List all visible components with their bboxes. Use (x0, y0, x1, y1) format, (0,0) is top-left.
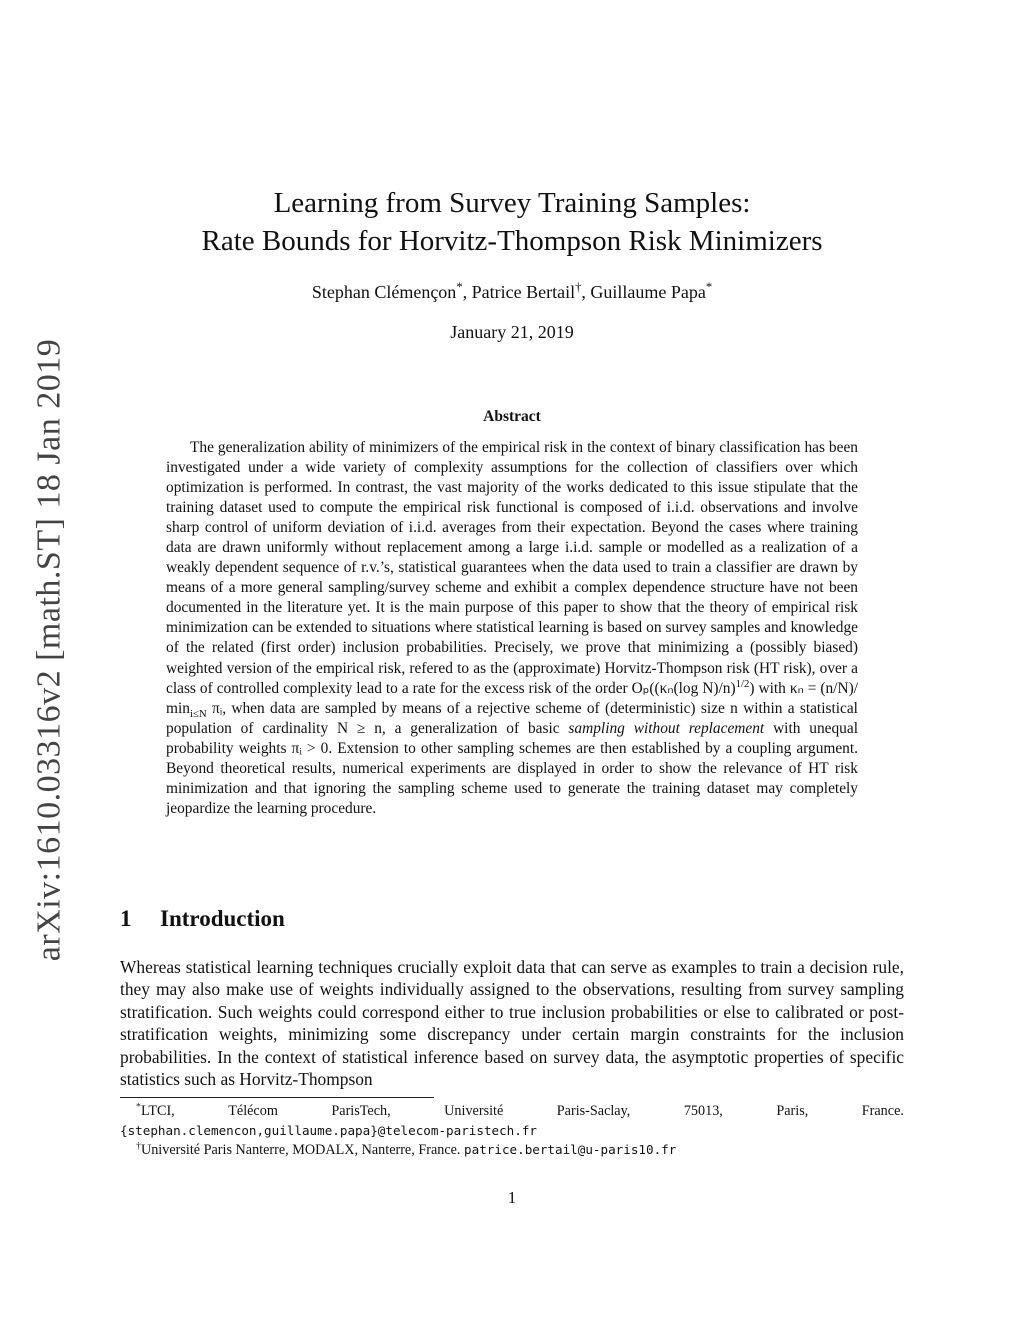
section-heading (120, 906, 285, 932)
math-kappa: κₙ = (n/N)/ $\min_{i\le N}$ πᵢ (166, 679, 858, 720)
author-list: Stephan Clémençon*, Patrice Bertail†, Guillaume Papa* (311, 280, 713, 302)
author-2: Patrice Bertail (471, 282, 576, 302)
section-number: 1 (120, 906, 132, 931)
abstract-text-4: within a statistical population of cardinality (166, 699, 858, 737)
abstract-text-6: with unequal probability weights (166, 719, 858, 757)
abstract-text-5: , a generalization of basic (381, 719, 560, 737)
footnote-rule (120, 1097, 434, 1098)
abstract-italic: sampling without replacement (568, 719, 765, 737)
abstract-text-7: . Extension to other sampling schemes are then established by a coupling argument. Beyond theoretical results, numerical experiments are displayed in order to show the relevance of HT risk minimization and that ignoring the sampling scheme used to generate the training dataset may completely jeopardize the learning procedure. (166, 739, 859, 817)
title-line-1: Learning from Survey Training Samples: (273, 187, 751, 219)
abstract-text-3: , when data are sampled by means of a rejective scheme of (deterministic) size (222, 699, 725, 717)
footnote-2: †Université Paris Nanterre, MODALX, Nanterre, France. patrice.bertail@u-paris10.fr (136, 1140, 677, 1158)
author-3-mark: * (705, 280, 713, 294)
abstract-text-1: The generalization ability of minimizers of the empirical risk in the context of binary classification has been investigated under a wide variety of complexity assumptions for the collection of classifiers over which optimization is performed. In contrast, the vast majority of the works dedicated to this issue stipulate that the training dataset used to compute the empirical risk functional is composed of i.i.d. observations and involve sharp control of uniform deviation of i.i.d. averages from their expectation. Beyond the cases where training data are drawn uniformly without replacement among a large i.i.d. sample or modelled as a realization of a weakly dependent sequence of r.v.’s, statistical guarantees when the data used to train a classifier are drawn by means of a more general sampling/survey scheme and exhibit a complex dependence structure have not been documented in the literature yet. It is the main purpose of this paper to show that the theory of empirical risk minimization can be extended to situations where statistical learning is based on survey samples and knowledge of the related (first order) inclusion probabilities. Precisely, we prove that minimizing a (possibly biased) weighted version of the empirical risk, refered to as the (approximate) Horvitz-Thompson risk (HT risk), over a class of controlled complexity lead to a rate for the excess risk of the order (166, 439, 858, 697)
abstract-text-2: with (758, 679, 786, 697)
abstract-heading: Abstract (483, 408, 541, 425)
math-n: n (730, 699, 738, 717)
footnote-2-email[interactable]: patrice.bertail@u-paris10.fr (464, 1142, 677, 1157)
author-2-mark: † (575, 280, 582, 294)
math-N: N ≥ n (336, 719, 382, 737)
page-number: 1 (507, 1188, 517, 1207)
arxiv-identifier (14, 340, 84, 960)
title-line-2: Rate Bounds for Horvitz-Thompson Risk Minimizers (201, 225, 823, 257)
math-pi: πᵢ > 0 (291, 739, 329, 757)
math-rate: Oₚ((κₙ(log N)/n)$^{1/2}$) (631, 677, 755, 697)
footnote-1-affiliation: *LTCI, Télécom ParisTech, Université Paris-Saclay, 75013, Paris, France. (136, 1101, 904, 1119)
abstract-body (166, 438, 858, 819)
arxiv-id-text: arXiv:1610.03316v2 [math.ST] 18 Jan 2019 (30, 338, 67, 962)
author-1-mark: * (456, 280, 463, 294)
footnote-1-email[interactable]: {stephan.clemencon,guillaume.papa}@telecom-paristech.fr (120, 1123, 538, 1138)
footnote-2-affiliation: Université Paris Nanterre, MODALX, Nanterre, France. (140, 1142, 461, 1158)
section-title: Introduction (160, 906, 285, 931)
footnote-1 (120, 1102, 904, 1140)
paper-date: January 21, 2019 (450, 322, 574, 342)
author-1: Stephan Clémençon (311, 282, 457, 302)
introduction-paragraph: Whereas statistical learning techniques crucially exploit data that can serve as examples to train a decision rule, they may also make use of weights individually assigned to the observations, resulting from survey sampling stratification. Such weights could correspond either to true inclusion probabilities or else to calibrated or post-stratification weights, minimizing some discrepancy under certain margin constraints for the inclusion probabilities. In the context of statistical inference based on survey data, the asymptotic properties of specific statistics such as Horvitz-Thompson (120, 957, 904, 1090)
paper-title (150, 184, 874, 260)
author-3: Guillaume Papa (590, 282, 706, 302)
